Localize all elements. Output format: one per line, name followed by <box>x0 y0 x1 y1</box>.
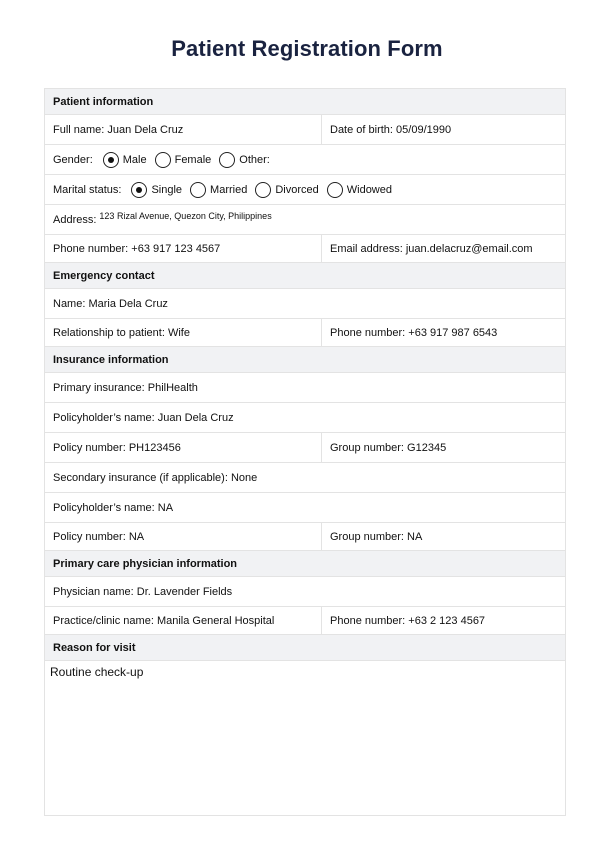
row-policyholder-2 <box>45 493 565 523</box>
gender-option-female[interactable] <box>155 152 212 168</box>
group-number-1-field[interactable] <box>322 433 565 462</box>
option-label: Other: <box>239 153 270 166</box>
physician-phone-label: Phone number: <box>330 614 406 627</box>
row-name-dob <box>45 115 565 145</box>
policy-number-label: Policy number: <box>53 441 126 454</box>
phone-field[interactable] <box>45 235 322 262</box>
section-title: Patient information <box>53 95 154 108</box>
section-header-insurance <box>45 347 565 373</box>
full-name-field[interactable] <box>45 115 322 144</box>
row-phone-email <box>45 235 565 263</box>
section-header-emergency <box>45 263 565 289</box>
section-title: Primary care physician information <box>53 557 238 570</box>
dob-label: Date of birth: <box>330 123 393 136</box>
row-physician-name <box>45 577 565 607</box>
dob-field[interactable] <box>322 115 565 144</box>
address-field[interactable] <box>45 205 565 234</box>
email-value: juan.delacruz@email.com <box>405 242 533 255</box>
group-number-label: Group number: <box>330 530 404 543</box>
group-number-label: Group number: <box>330 441 404 454</box>
practice-value: Manila General Hospital <box>156 614 275 627</box>
option-label: Single <box>151 183 183 196</box>
policy-number-1-field[interactable] <box>45 433 322 462</box>
dob-value: 05/09/1990 <box>396 123 452 136</box>
primary-insurance-value: PhilHealth <box>147 381 198 394</box>
option-label: Married <box>210 183 248 196</box>
section-title: Insurance information <box>53 353 169 366</box>
primary-insurance-label: Primary insurance: <box>53 381 145 394</box>
policy-number-2-field[interactable] <box>45 523 322 550</box>
row-policy-group-1 <box>45 433 565 463</box>
reason-for-visit-text[interactable]: Routine check-up <box>50 665 144 679</box>
primary-insurance-field[interactable] <box>45 373 565 402</box>
row-secondary-insurance <box>45 463 565 493</box>
gender-label: Gender: <box>53 153 93 166</box>
group-number-2-field[interactable] <box>322 523 565 550</box>
row-gender <box>45 145 565 175</box>
row-primary-insurance <box>45 373 565 403</box>
policyholder-label: Policyholder’s name: <box>53 411 155 424</box>
emergency-name-value: Maria Dela Cruz <box>88 297 168 310</box>
radio-unchecked-icon[interactable] <box>255 182 271 198</box>
emergency-phone-label: Phone number: <box>330 326 406 339</box>
email-label: Email address: <box>330 242 403 255</box>
policyholder-2-field[interactable] <box>45 493 565 522</box>
section-header-physician <box>45 551 565 577</box>
phone-value: +63 917 123 4567 <box>131 242 221 255</box>
row-emergency-name <box>45 289 565 319</box>
radio-unchecked-icon[interactable] <box>190 182 206 198</box>
policy-number-value: PH123456 <box>128 441 181 454</box>
practice-field[interactable] <box>45 607 322 634</box>
address-label: Address: <box>53 213 97 226</box>
option-label: Male <box>122 153 147 166</box>
emergency-phone-value: +63 917 987 6543 <box>408 326 498 339</box>
radio-checked-icon[interactable] <box>131 182 147 198</box>
registration-form <box>44 88 566 816</box>
row-policy-group-2 <box>45 523 565 551</box>
secondary-insurance-value: None <box>230 471 258 484</box>
marital-label: Marital status: <box>53 183 122 196</box>
physician-phone-field[interactable] <box>322 607 565 634</box>
phone-label: Phone number: <box>53 242 129 255</box>
physician-name-label: Physician name: <box>53 585 134 598</box>
option-label: Widowed <box>346 183 392 196</box>
policyholder-1-field[interactable] <box>45 403 565 432</box>
marital-field <box>45 175 565 204</box>
physician-name-field[interactable] <box>45 577 565 606</box>
group-number-value: NA <box>407 530 423 543</box>
physician-name-value: Dr. Lavender Fields <box>136 585 233 598</box>
row-address <box>45 205 565 235</box>
section-title: Reason for visit <box>53 641 136 654</box>
section-title: Emergency contact <box>53 269 155 282</box>
radio-unchecked-icon[interactable] <box>155 152 171 168</box>
marital-option-single[interactable] <box>131 182 182 198</box>
option-label: Female <box>174 153 212 166</box>
page-title: Patient Registration Form <box>171 36 443 61</box>
option-label: Divorced <box>275 183 319 196</box>
radio-unchecked-icon[interactable] <box>327 182 343 198</box>
row-relationship-phone <box>45 319 565 347</box>
secondary-insurance-field[interactable] <box>45 463 565 492</box>
policyholder-label: Policyholder’s name: <box>53 501 155 514</box>
row-marital <box>45 175 565 205</box>
full-name-label: Full name: <box>53 123 105 136</box>
section-header-visit <box>45 635 565 661</box>
address-value: 123 Rizal Avenue, Quezon City, Philippines <box>99 210 272 221</box>
row-policyholder-1 <box>45 403 565 433</box>
radio-checked-icon[interactable] <box>103 152 119 168</box>
emergency-name-field[interactable] <box>45 289 565 318</box>
relationship-label: Relationship to patient: <box>53 326 165 339</box>
policyholder-value: Juan Dela Cruz <box>157 411 234 424</box>
secondary-insurance-label: Secondary insurance (if applicable): <box>53 471 228 484</box>
row-practice-phone <box>45 607 565 635</box>
gender-option-male[interactable] <box>103 152 147 168</box>
policyholder-value: NA <box>157 501 174 514</box>
practice-label: Practice/clinic name: <box>53 614 154 627</box>
relationship-value: Wife <box>167 326 190 339</box>
gender-field <box>45 145 565 174</box>
gender-option-other[interactable] <box>219 152 270 168</box>
email-field[interactable] <box>322 235 565 262</box>
section-header-patient <box>45 89 565 115</box>
physician-phone-value: +63 2 123 4567 <box>408 614 486 627</box>
marital-option-divorced[interactable] <box>255 182 318 198</box>
emergency-name-label: Name: <box>53 297 86 310</box>
marital-option-married[interactable] <box>190 182 247 198</box>
policy-number-label: Policy number: <box>53 530 126 543</box>
radio-unchecked-icon[interactable] <box>219 152 235 168</box>
relationship-field[interactable] <box>45 319 322 346</box>
policy-number-value: NA <box>128 530 145 543</box>
marital-option-widowed[interactable] <box>327 182 392 198</box>
emergency-phone-field[interactable] <box>322 319 565 346</box>
full-name-value: Juan Dela Cruz <box>107 123 184 136</box>
group-number-value: G12345 <box>407 441 447 454</box>
